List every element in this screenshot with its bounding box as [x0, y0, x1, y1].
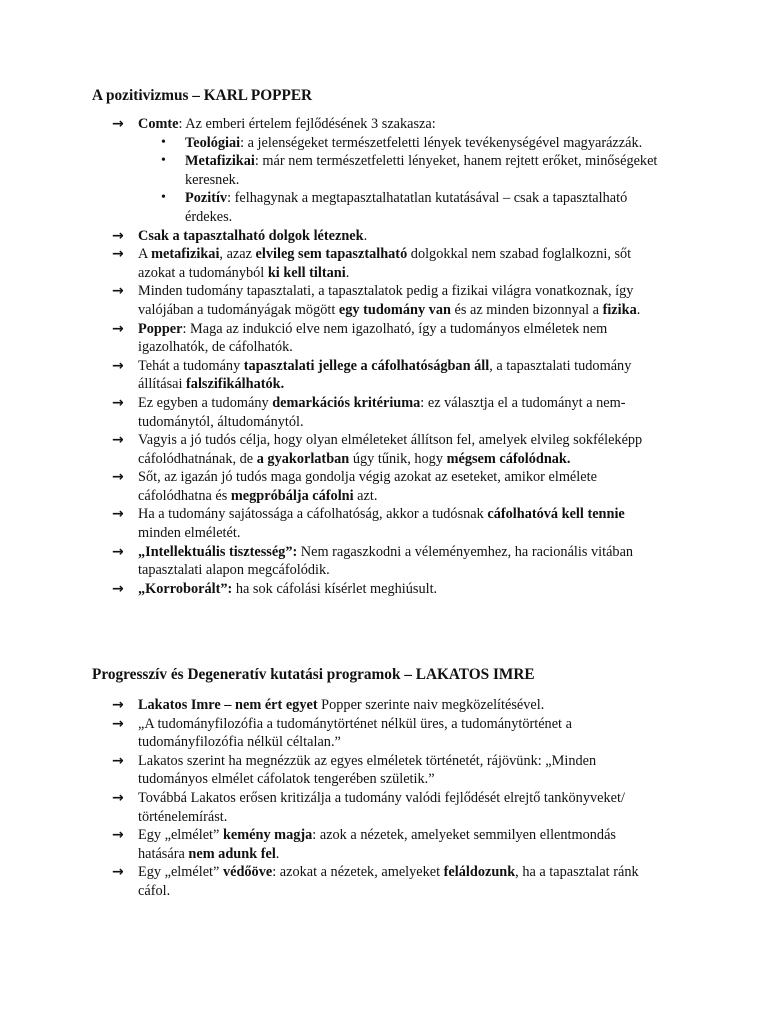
item-text: Sőt, az igazán jó tudós maga gondolja végig azokat az eseteket, amikor elmélete cáfolódhatna és	[138, 469, 597, 504]
arrow-icon: →	[112, 320, 124, 337]
item-text: : Az emberi értelem fejlődésének 3 szakasza:	[178, 116, 436, 132]
bold-term: metafizikai	[151, 246, 220, 263]
bold-term: Pozitív	[185, 190, 228, 207]
stages-list	[138, 134, 665, 227]
arrow-icon: →	[112, 752, 124, 769]
bold-term: kemény magja	[222, 827, 313, 844]
item-text: Egy „elmélet”	[138, 827, 223, 844]
item-text: Minden tudomány tapasztalati, a tapasztalatok pedig a fizikai világra vonatkoznak, így valójában a tudományágak mögött	[138, 283, 634, 318]
item-text: , a tapasztalati tudomány állításai	[138, 357, 632, 393]
list-item	[138, 134, 665, 153]
list-item	[0, 282, 665, 319]
list-item	[0, 357, 665, 394]
list-item	[0, 580, 665, 599]
bold-term: Csak a tapasztalható dolgok léteznek	[138, 227, 364, 244]
item-text: .	[636, 301, 641, 318]
item-text: Ha a tudomány sajátossága a cáfolhatóság, akkor a tudósnak	[138, 506, 488, 523]
list-item	[0, 227, 665, 246]
item-text: úgy tűnik, hogy	[349, 450, 447, 467]
item-text: dolgokkal nem szabad foglalkozni, sőt azokat a tudományból	[138, 246, 632, 281]
bold-term: feláldozunk	[443, 864, 516, 881]
bullet-icon: •	[161, 190, 166, 206]
bullet-icon: •	[161, 134, 166, 150]
bold-term: Metafizikai	[185, 153, 255, 170]
arrow-icon: →	[112, 357, 124, 374]
bold-term: a gyakorlatban	[256, 450, 350, 467]
section-heading-lakatos: Progresszív és Degeneratív kutatási programok – LAKATOS IMRE	[92, 666, 535, 683]
bold-term: ki kell tiltani	[267, 264, 346, 281]
arrow-icon: →	[112, 116, 124, 132]
arrow-icon: →	[112, 506, 124, 523]
bold-term: falszifikálhatók.	[186, 376, 285, 393]
list-item	[138, 152, 665, 189]
item-text: Lakatos szerint ha megnézzük az egyes elméletek történetét, rájövünk: „Minden tudományos elmélet cáfolatok tengerében születik.”	[138, 752, 597, 788]
bold-term: egy tudomány van	[338, 301, 451, 318]
arrow-icon: →	[112, 789, 124, 806]
item-text: Nem ragaszkodni a véleményemhez, ha racionális vitában tapasztalati alapon megcáfolódik.	[138, 543, 634, 579]
section-heading-positivism: A pozitivizmus – KARL POPPER	[92, 87, 313, 104]
list-item	[0, 715, 665, 752]
list-item	[138, 189, 665, 226]
bold-term: mégsem cáfolódnak.	[446, 450, 571, 467]
item-text: , azaz	[219, 246, 256, 263]
item-text: azt.	[353, 487, 378, 504]
bold-term: Lakatos Imre – nem ért egyet	[138, 697, 318, 713]
item-text: és az minden bizonnyal a	[450, 301, 603, 318]
item-text: , ha a tapasztalat ránk cáfol.	[138, 864, 639, 899]
list-item	[0, 394, 665, 431]
item-text: Ez egyben a tudomány	[138, 394, 273, 411]
bold-term: elvileg sem tapasztalható	[255, 246, 408, 263]
list-item	[0, 696, 665, 715]
arrow-icon: →	[112, 827, 124, 844]
list-item	[0, 752, 665, 789]
arrow-icon: →	[112, 715, 124, 732]
item-text: .	[363, 227, 368, 244]
bold-term: megpróbálja cáfolni	[230, 487, 354, 504]
bold-term: „Korroborált”:	[138, 580, 233, 597]
list-item	[0, 245, 665, 282]
item-text: „A tudományfilozófia a tudománytörténet nélkül üres, a tudománytörténet a tudományfilozófia nélkül céltalan.”	[138, 715, 572, 751]
item-text: Egy „elmélet”	[138, 864, 223, 881]
arrow-icon: →	[112, 469, 124, 486]
arrow-icon: →	[112, 246, 124, 263]
lakatos-list	[0, 696, 768, 901]
bold-term: tapasztalati jellege a cáfolhatóságban áll	[243, 357, 490, 374]
arrow-icon: →	[112, 543, 124, 560]
item-text: Popper szerinte naiv megközelítésével.	[317, 697, 545, 713]
item-text: Vagyis a jó tudós célja, hogy olyan elméleteket állítson fel, amelyek elvileg sokféleképp cáfolódhatnának, de	[138, 432, 643, 467]
item-text: : felhagynak a megtapasztalhatatlan kutatásával – csak a tapasztalható érdekes.	[185, 190, 628, 225]
arrow-icon: →	[112, 227, 124, 244]
item-text: : a jelenségeket természetfeletti lények tevékenységével magyarázzák.	[240, 134, 643, 151]
list-item	[0, 431, 665, 468]
arrow-icon: →	[112, 864, 124, 881]
list-item	[0, 320, 665, 357]
item-text: : Maga az indukció elve nem igazolható, így a tudományos elméletek nem igazolhatók, de cáfolhatók.	[138, 320, 608, 356]
bold-term: Comte	[138, 116, 179, 132]
list-item	[0, 863, 665, 900]
bold-term: védőöve	[222, 864, 273, 881]
list-item	[0, 505, 665, 542]
item-text: Továbbá Lakatos erősen kritizálja a tudomány valódi fejlődését elrejtő tankönyveket/ történelemírást.	[138, 789, 625, 825]
item-text: : azok a nézetek, amelyeket semmilyen ellentmondás hatására	[138, 827, 616, 862]
bold-term: nem adunk fel	[188, 845, 276, 862]
positivism-list	[0, 115, 768, 598]
item-text: : azokat a nézetek, amelyeket	[272, 864, 444, 881]
item-text: A	[138, 246, 152, 263]
arrow-icon: →	[112, 394, 124, 411]
arrow-icon: →	[112, 283, 124, 300]
list-item	[0, 789, 665, 826]
bold-term: Popper	[138, 320, 183, 337]
bullet-icon: •	[161, 153, 166, 169]
bold-term: demarkációs kritériuma	[272, 394, 421, 411]
item-text: minden elméletét.	[138, 525, 241, 542]
list-item	[0, 543, 665, 580]
item-text: .	[345, 264, 350, 281]
arrow-icon: →	[112, 697, 124, 713]
bold-term: fizika	[602, 301, 637, 318]
bold-term: cáfolhatóvá kell tennie	[487, 506, 625, 523]
item-text: Tehát a tudomány	[138, 357, 244, 374]
list-item	[0, 826, 665, 863]
list-item	[0, 115, 665, 227]
list-item	[0, 468, 665, 505]
item-text: : már nem természetfeletti lényeket, hanem rejtett erőket, minőségeket keresnek.	[185, 153, 658, 188]
item-text: ha sok cáfolási kísérlet meghiúsult.	[232, 580, 438, 597]
arrow-icon: →	[112, 580, 124, 597]
item-text: .	[275, 845, 280, 862]
bold-term: „Intellektuális tisztesség”:	[138, 543, 298, 560]
item-text: : ez választja el a tudományt a nem-tudománytól, áltudománytól.	[138, 394, 626, 430]
bold-term: Teológiai	[185, 134, 241, 151]
arrow-icon: →	[112, 432, 124, 449]
